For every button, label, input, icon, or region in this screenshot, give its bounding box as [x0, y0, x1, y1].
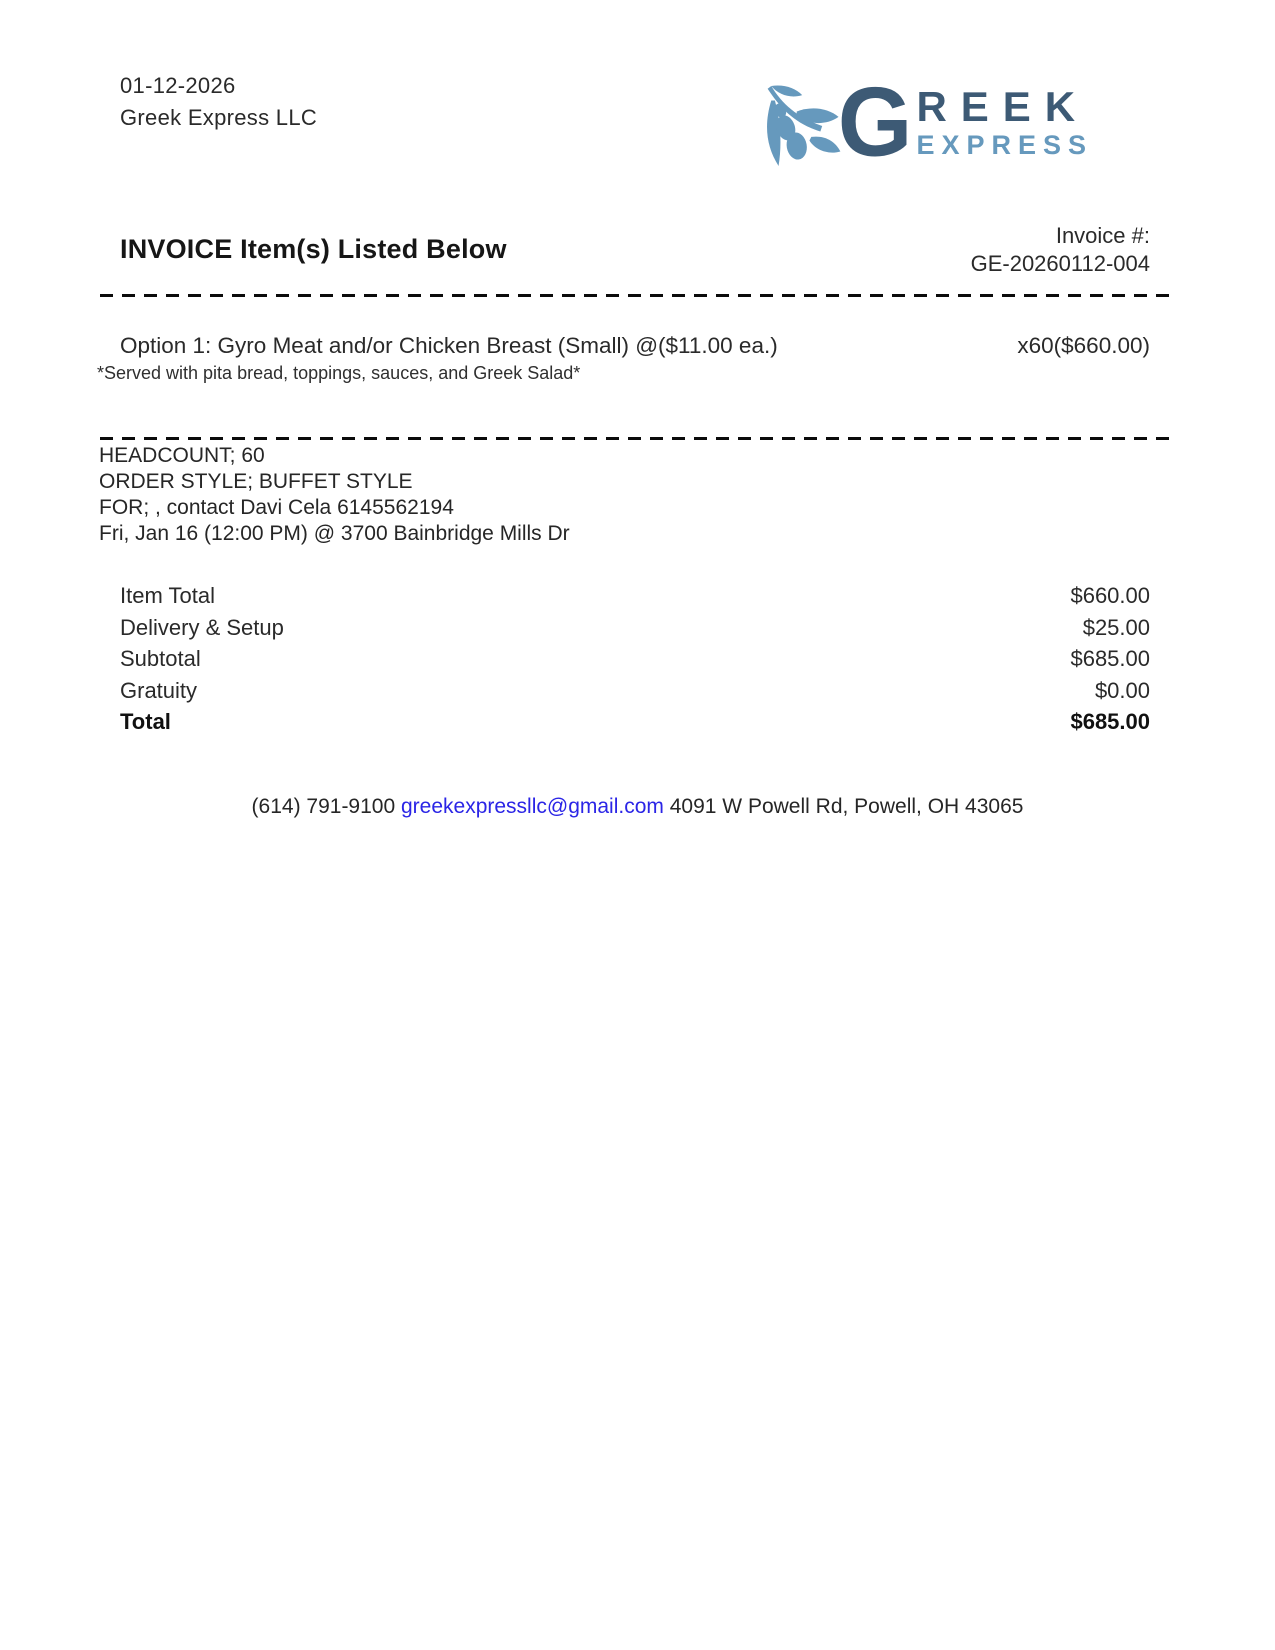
logo-word-greek: REEK [916, 83, 1090, 130]
dashed-divider-bottom [100, 437, 1172, 440]
footer-address: 4091 W Powell Rd, Powell, OH 43065 [669, 795, 1024, 818]
line-item-description: Option 1: Gyro Meat and/or Chicken Breast (Small) @($11.00 ea.) [120, 333, 778, 358]
invoice-number: GE-20260112-004 [970, 251, 1150, 276]
order-style: ORDER STYLE; BUFFET STYLE [99, 470, 413, 493]
total-amount: $685.00 [1070, 646, 1150, 671]
totals-section [120, 583, 1150, 741]
total-label: Total [120, 709, 171, 734]
order-details [99, 443, 570, 547]
invoice-date: 01-12-2026 [120, 73, 236, 98]
footer-phone: (614) 791-9100 [251, 795, 396, 818]
header-block [120, 72, 317, 132]
logo-word-express: EXPRESS [916, 130, 1093, 160]
invoice-section-title: INVOICE Item(s) Listed Below [120, 234, 507, 264]
company-name: Greek Express LLC [120, 105, 318, 130]
total-amount: $25.00 [1082, 614, 1150, 640]
total-row-gratuity [120, 678, 1150, 710]
total-label: Subtotal [120, 646, 201, 671]
footer-email-link[interactable]: greekexpressllc@gmail.com [401, 795, 664, 818]
dashed-divider-top [100, 294, 1172, 297]
invoice-number-label: Invoice #: [1055, 223, 1150, 248]
total-row-item-total [120, 583, 1150, 615]
line-item-note: *Served with pita bread, toppings, sauces, and Greek Salad* [97, 363, 581, 383]
total-label: Gratuity [120, 677, 198, 703]
company-logo [744, 67, 1093, 178]
line-item-row [120, 333, 1150, 359]
total-amount: $0.00 [1094, 677, 1150, 703]
logo-initial: G [837, 67, 913, 178]
invoice-number-block [971, 222, 1150, 278]
total-amount: $685.00 [1070, 709, 1150, 734]
line-item-quantity-price: x60($660.00) [1017, 333, 1150, 358]
total-label: Delivery & Setup [120, 614, 284, 640]
order-datetime-location: Fri, Jan 16 (12:00 PM) @ 3700 Bainbridge Mills Dr [99, 522, 570, 545]
total-row-subtotal [120, 646, 1150, 678]
total-label: Item Total [120, 583, 215, 608]
order-headcount: HEADCOUNT; 60 [99, 444, 265, 467]
order-contact: FOR; , contact Davi Cela 6145562194 [99, 496, 454, 519]
olive-branch-icon [744, 80, 844, 172]
total-row-delivery-setup [120, 615, 1150, 647]
footer-contact-line [0, 795, 1275, 819]
logo-wordmark [916, 80, 1093, 160]
total-amount: $660.00 [1070, 583, 1150, 608]
total-row-grand-total [120, 709, 1150, 741]
